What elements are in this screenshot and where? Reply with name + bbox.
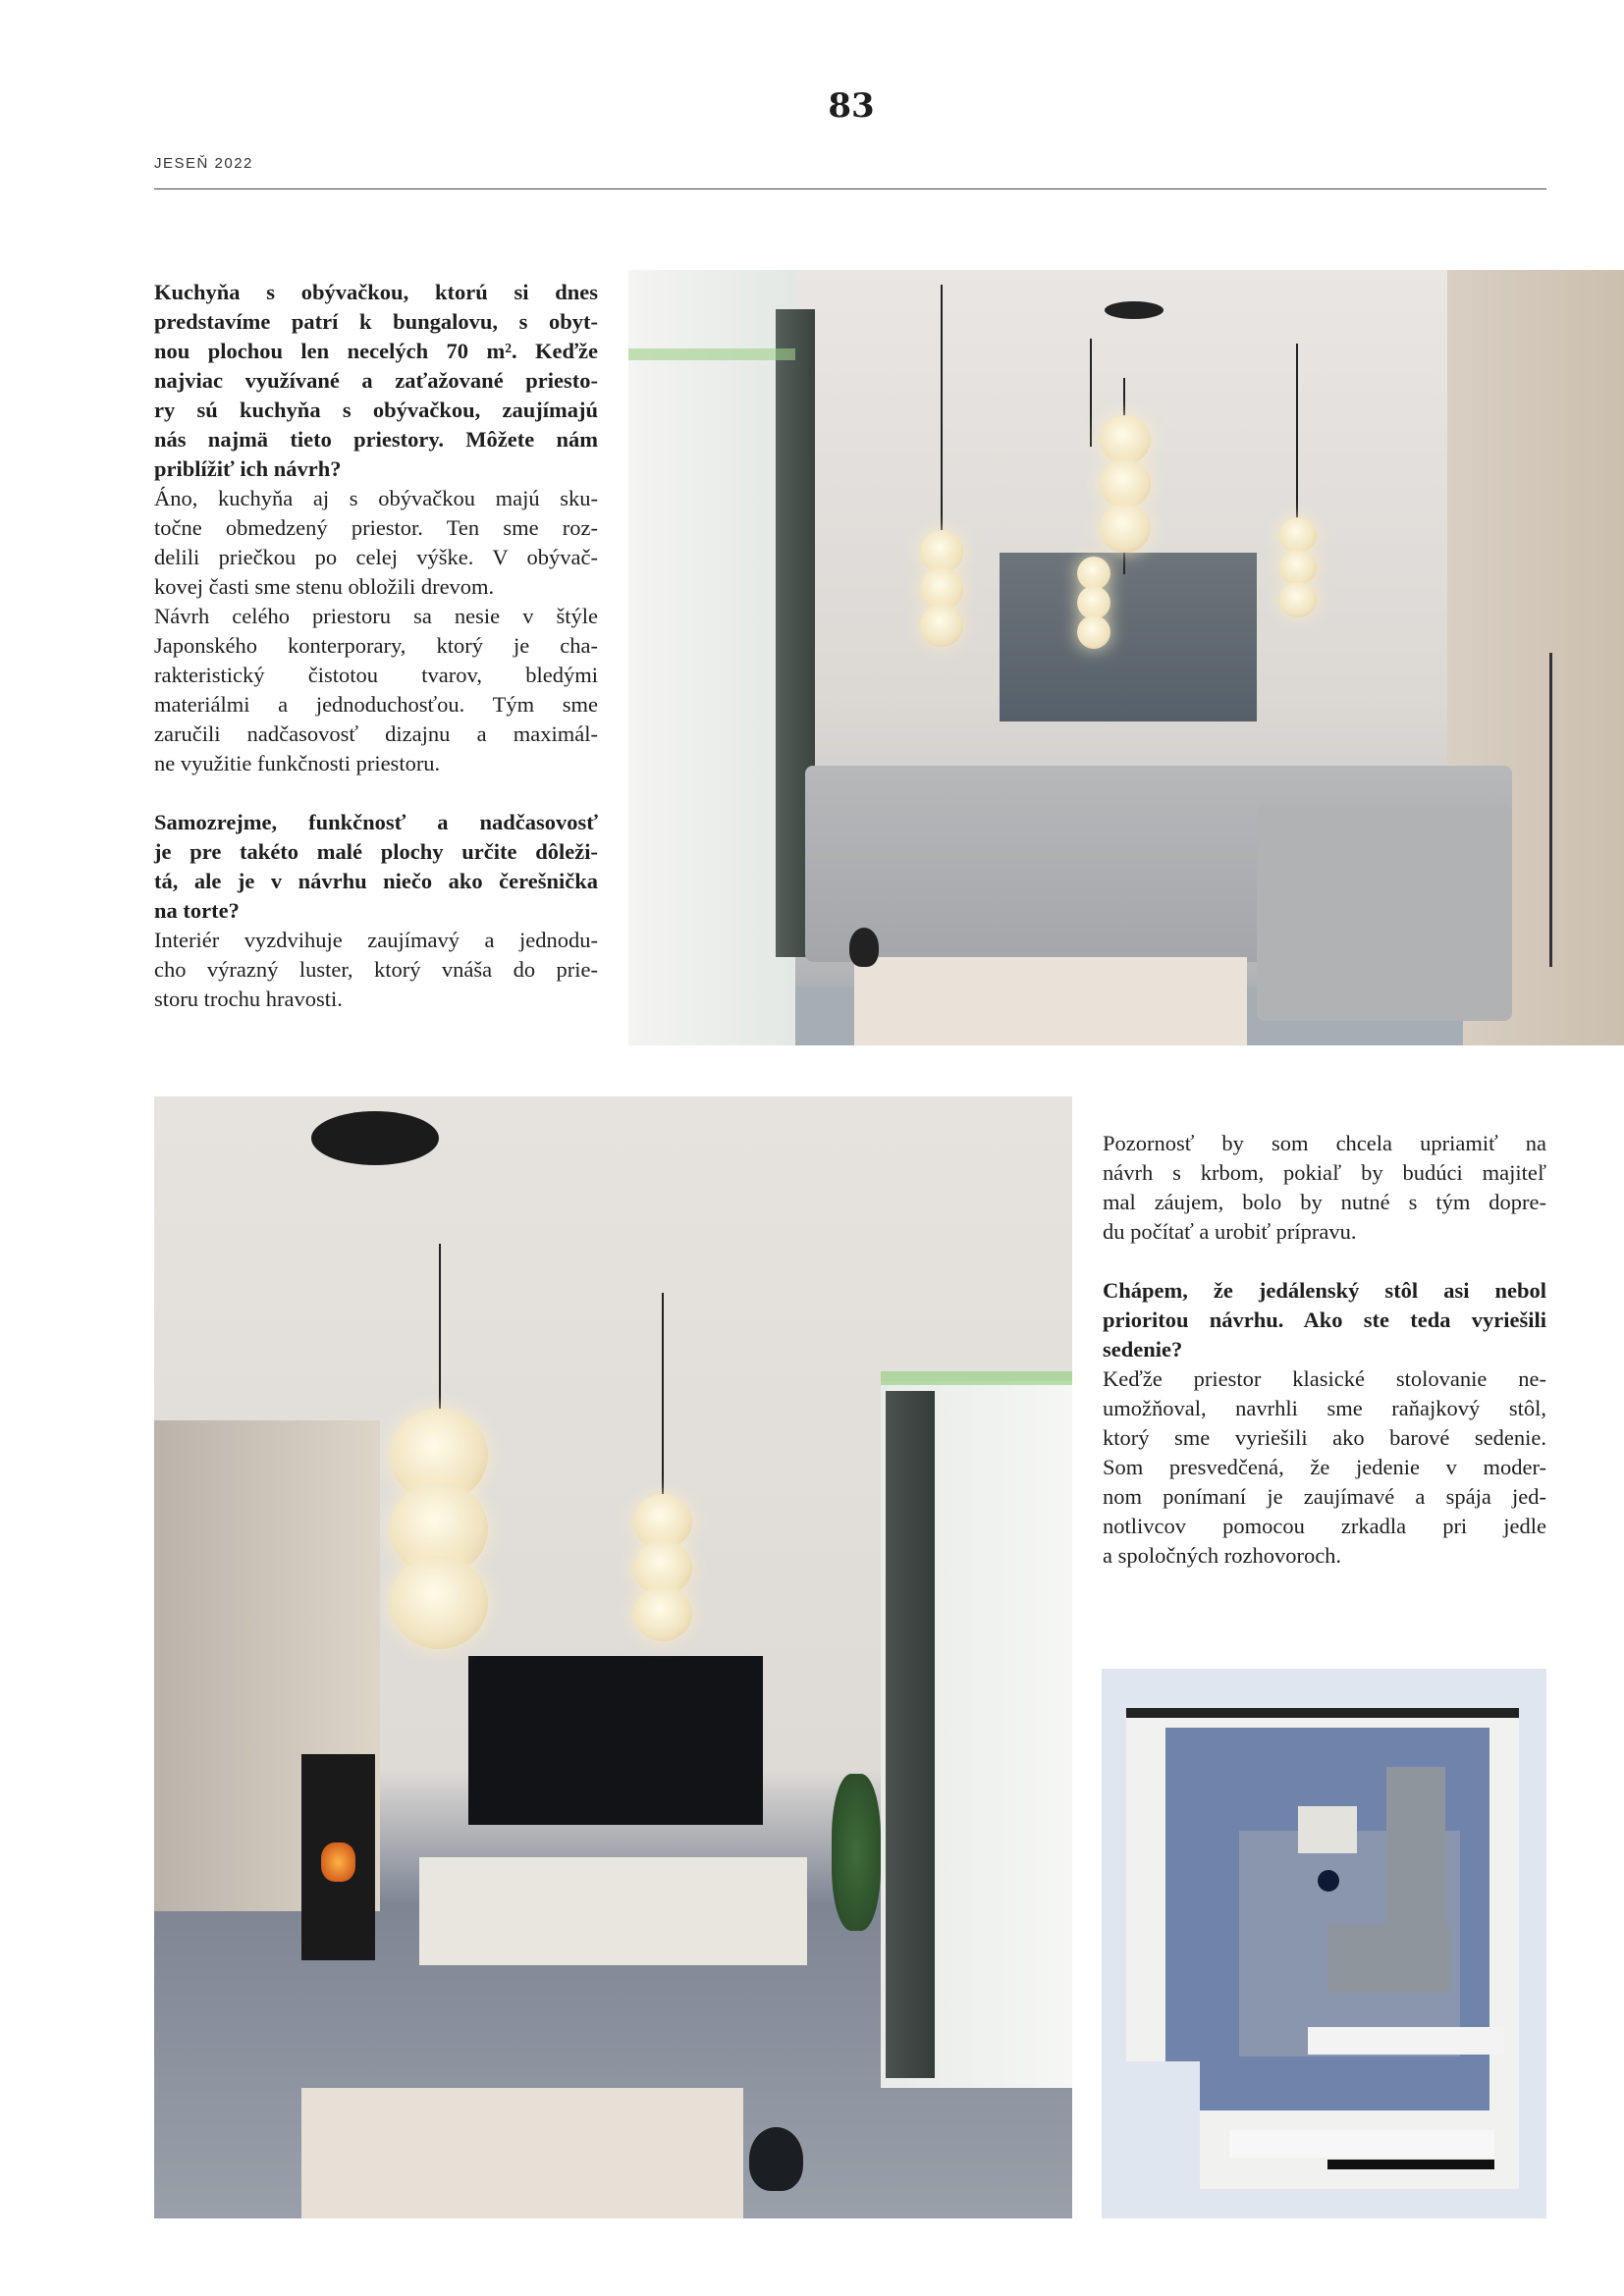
paragraph-gap	[1103, 1247, 1546, 1276]
text-line: Kuchyňa s obývačkou, ktorú si dnes	[154, 280, 598, 304]
text-line: nou plochou len necelých 70 m². Keďže	[154, 339, 598, 363]
interview-answer	[154, 484, 598, 602]
interview-answer	[1103, 1364, 1546, 1571]
text-line: je pre takéto malé plochy určite dôleži-	[154, 839, 598, 864]
text-line: delili priečkou po celej výške. V obývač-	[154, 545, 598, 569]
interview-answer	[154, 602, 598, 778]
text-line: ktorý sme vyriešili ako barové sedenie.	[1103, 1425, 1546, 1450]
text-line: prioritou návrhu. Ako ste teda vyriešili	[1103, 1308, 1546, 1332]
text-line: Chápem, že jedálenský stôl asi nebol	[1103, 1278, 1546, 1303]
text-line: najviac využívané a zaťažované priesto-	[154, 368, 598, 393]
text-line: sedenie?	[1103, 1337, 1183, 1362]
interview-answer	[1103, 1129, 1546, 1247]
text-line: cho výrazný luster, ktorý vnáša do prie-	[154, 957, 598, 982]
interview-question	[154, 278, 598, 484]
header-divider	[154, 188, 1546, 189]
text-line: ne využitie funkčnosti priestoru.	[154, 751, 441, 775]
text-line: priblížiť ich návrh?	[154, 456, 342, 481]
living-room-photo	[628, 270, 1624, 1045]
text-line: predstavíme patrí k bungalovu, s obyt-	[154, 309, 598, 334]
text-line: zaručili nadčasovosť dizajnu a maximál-	[154, 721, 598, 746]
text-line: umožňoval, navrhli sme raňajkový stôl,	[1103, 1396, 1546, 1420]
text-line: Som presvedčená, že jedenie v moder-	[1103, 1455, 1546, 1479]
text-line: Áno, kuchyňa aj s obývačkou majú sku-	[154, 486, 598, 510]
text-line: Keďže priestor klasické stolovanie ne-	[1103, 1366, 1546, 1391]
interview-question	[154, 808, 598, 926]
text-line: notlivcov pomocou zrkadla pri jedle	[1103, 1514, 1546, 1538]
page-number: 83	[828, 86, 875, 126]
text-line: Samozrejme, funkčnosť a nadčasovosť	[154, 810, 598, 834]
issue-label: JESEŇ 2022	[154, 155, 253, 172]
text-line: materiálmi a jednoduchosťou. Tým sme	[154, 692, 598, 717]
text-line: točne obmedzený priestor. Ten sme roz-	[154, 515, 598, 540]
interview-question	[1103, 1276, 1546, 1364]
text-line: ry sú kuchyňa s obývačkou, zaujímajú	[154, 398, 598, 422]
interview-answer	[154, 926, 598, 1014]
text-line: storu trochu hravosti.	[154, 987, 343, 1011]
paragraph-gap	[154, 778, 598, 808]
text-line: mal záujem, bolo by nutné s tým dopre-	[1103, 1190, 1546, 1214]
text-line: a spoločných rozhovoroch.	[1103, 1543, 1342, 1568]
text-line: na torte?	[154, 898, 240, 923]
left-text-column	[154, 278, 598, 1014]
text-line: Japonského konterporary, ktorý je cha-	[154, 633, 598, 658]
text-line: du počítať a urobiť prípravu.	[1103, 1219, 1357, 1244]
tv-wall-photo	[154, 1096, 1072, 2218]
text-line: Interiér vyzdvihuje zaujímavý a jednodu-	[154, 928, 598, 952]
text-line: kovej časti sme stenu obložili drevom.	[154, 574, 495, 599]
text-line: Návrh celého priestoru sa nesie v štýle	[154, 604, 598, 628]
text-line: návrh s krbom, pokiaľ by budúci majiteľ	[1103, 1160, 1546, 1185]
right-text-column	[1103, 1129, 1546, 1571]
text-line: rakteristický čistotou tvarov, bledými	[154, 663, 598, 687]
floor-plan-render	[1102, 1669, 1546, 2218]
text-line: Pozornosť by som chcela upriamiť na	[1103, 1131, 1546, 1155]
text-line: nom ponímaní je zaujímavé a spája jed-	[1103, 1484, 1546, 1509]
text-line: tá, ale je v návrhu niečo ako čerešnička	[154, 869, 598, 893]
text-line: nás najmä tieto priestory. Môžete nám	[154, 427, 598, 452]
